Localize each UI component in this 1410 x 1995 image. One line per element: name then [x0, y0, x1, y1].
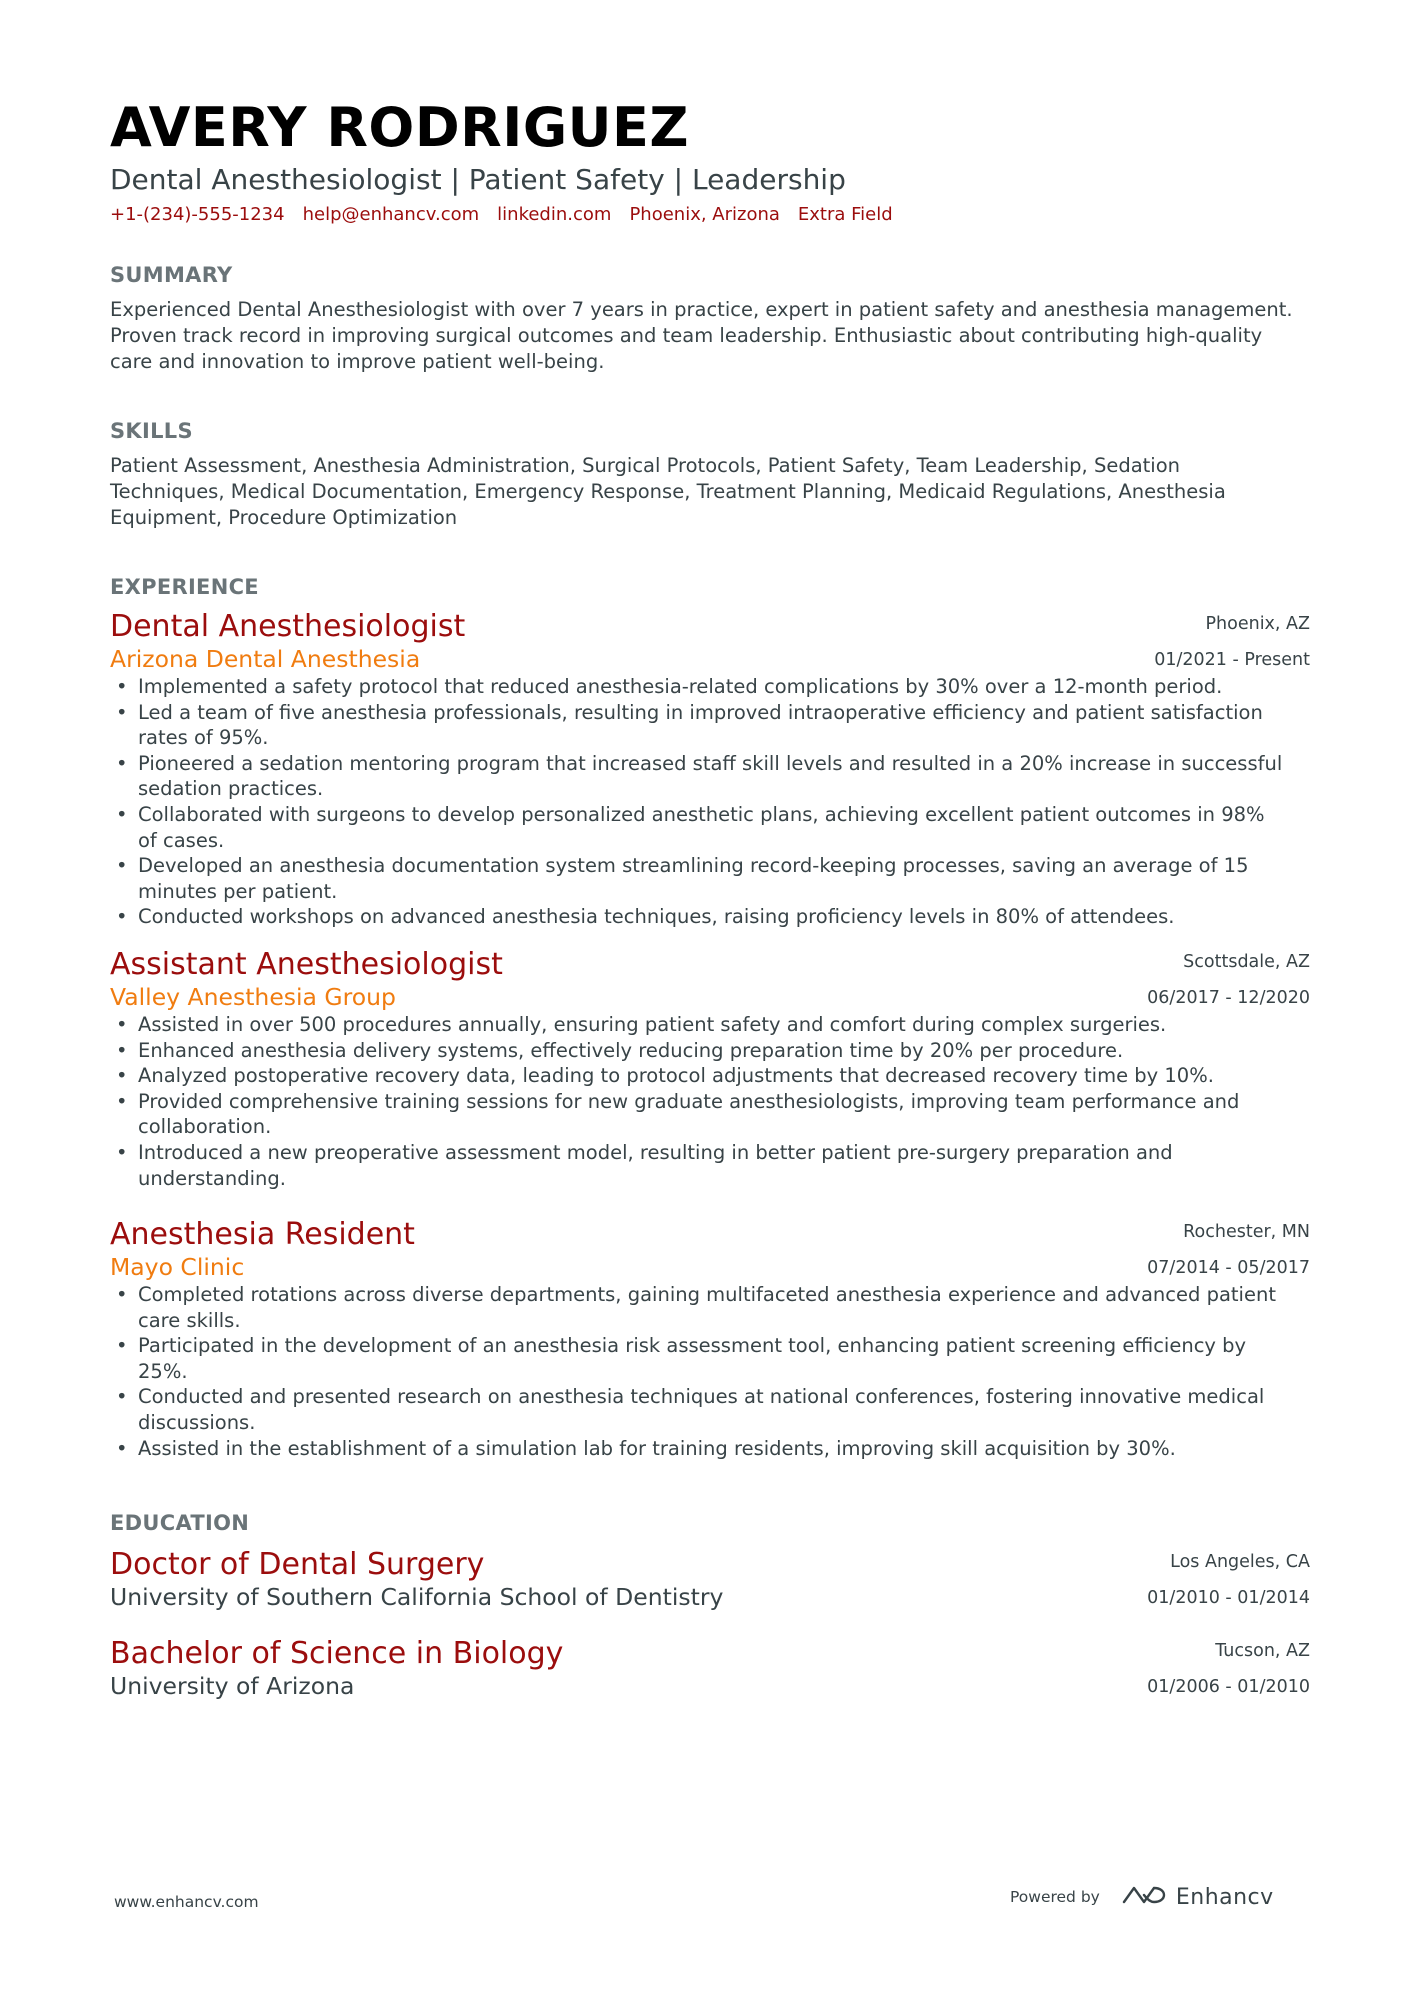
bullet-item: [110, 904, 1310, 930]
bullet-line: care skills.: [138, 1308, 241, 1332]
summary-heading: SUMMARY: [110, 263, 233, 287]
bullet-item: [110, 700, 1310, 751]
bullet-line: • Led a team of five anesthesia professionals, resulting in improved intraoperative efficiency and patient satisfaction: [138, 700, 1263, 724]
skills-line: Techniques, Medical Documentation, Emergency Response, Treatment Planning, Medicaid Regulations, Anesthesia: [110, 480, 1226, 503]
bullet-line: minutes per patient.: [138, 879, 338, 903]
bullet-line: • Participated in the development of an anesthesia risk assessment tool, enhancing patient screening efficiency by: [138, 1334, 1247, 1358]
skills-line: Patient Assessment, Anesthesia Administration, Surgical Protocols, Patient Safety, Team Leadership, Sedation: [110, 454, 1180, 477]
bullet-item: [110, 802, 1310, 853]
job-location: Rochester, MN: [1183, 1222, 1310, 1242]
bullet-line: • Developed an anesthesia documentation system streamlining record-keeping processes, saving an average of 15: [138, 854, 1249, 878]
job-bullets: [110, 1282, 1310, 1461]
bullet-item: [110, 1063, 1310, 1089]
summary-line: care and innovation to improve patient well-being.: [110, 350, 605, 373]
bullet-item: [110, 1436, 1310, 1462]
bullet-line: • Analyzed postoperative recovery data, leading to protocol adjustments that decreased recovery time by 10%.: [138, 1064, 1214, 1088]
experience-entry-header: [110, 1216, 1310, 1282]
experience-entry: [110, 608, 1310, 930]
headline: Dental Anesthesiologist | Patient Safety | Leadership: [110, 163, 846, 196]
school-name: University of Arizona: [110, 1672, 355, 1700]
brand-name: Enhancv: [1175, 1884, 1274, 1910]
bullet-line: • Collaborated with surgeons to develop personalized anesthetic plans, achieving excellent patient outcomes in 98%: [138, 802, 1265, 826]
bullet-line: sedation practices.: [138, 777, 324, 801]
education-entry-header: [110, 1635, 1310, 1701]
bullet-line: • Provided comprehensive training sessions for new graduate anesthesiologists, improving team performance and: [138, 1089, 1240, 1113]
experience-entry-header: [110, 608, 1310, 674]
job-dates: 07/2014 - 05/2017: [1147, 1258, 1310, 1278]
job-bullets: [110, 674, 1310, 930]
resume-header: [110, 96, 1310, 228]
education-location: Los Angeles, CA: [1170, 1552, 1310, 1572]
bullet-item: [110, 674, 1310, 700]
experience-entry-header: [110, 946, 1310, 1012]
job-dates: 01/2021 - Present: [1154, 650, 1310, 670]
contact-linkedin[interactable]: linkedin.com: [497, 204, 612, 225]
powered-by-label: Powered by: [1010, 1888, 1100, 1906]
bullet-item: [110, 1140, 1310, 1191]
skills-text: [110, 453, 1310, 531]
bullet-line: • Assisted in the establishment of a simulation lab for training residents, improving skill acquisition by 30%.: [138, 1436, 1176, 1460]
education-dates: 01/2010 - 01/2014: [1147, 1588, 1310, 1608]
summary-line: Proven track record in improving surgical outcomes and team leadership. Enthusiastic about contributing high-quality: [110, 324, 1263, 347]
job-location: Phoenix, AZ: [1205, 614, 1310, 634]
education-dates: 01/2006 - 01/2010: [1147, 1677, 1310, 1697]
bullet-item: [110, 1012, 1310, 1038]
bullet-line: • Conducted and presented research on anesthesia techniques at national conferences, fostering innovative medical: [138, 1385, 1265, 1409]
experience-entry: [110, 946, 1310, 1191]
resume-content: [110, 96, 1310, 1700]
brand-logo[interactable]: [1120, 1882, 1274, 1912]
job-title: Dental Anesthesiologist: [110, 609, 466, 644]
bullet-line: rates of 95%.: [138, 726, 269, 750]
bullet-line: • Introduced a new preoperative assessment model, resulting in better patient pre-surgery preparation and: [138, 1140, 1173, 1164]
bullet-line: collaboration.: [138, 1115, 272, 1139]
degree-title: Doctor of Dental Surgery: [110, 1547, 485, 1582]
education-entry: [110, 1635, 1310, 1701]
footer-website[interactable]: www.enhancv.com: [114, 1893, 259, 1911]
bullet-item: [110, 853, 1310, 904]
bullet-line: understanding.: [138, 1166, 286, 1190]
summary-line: Experienced Dental Anesthesiologist with over 7 years in practice, expert in patient safety and anesthesia management.: [110, 298, 1293, 321]
bullet-line: • Completed rotations across diverse departments, gaining multifaceted anesthesia experience and advanced patient: [138, 1283, 1276, 1306]
contact-phone[interactable]: +1-(234)-555-1234: [110, 204, 285, 225]
company-name: Valley Anesthesia Group: [110, 983, 396, 1011]
skills-line: Equipment, Procedure Optimization: [110, 506, 458, 529]
bullet-line: of cases.: [138, 828, 225, 852]
bullet-item: [110, 1089, 1310, 1140]
bullet-line: • Enhanced anesthesia delivery systems, effectively reducing preparation time by 20% per procedure.: [138, 1038, 1124, 1062]
job-title: Anesthesia Resident: [110, 1217, 415, 1252]
school-name: University of Southern California School of Dentistry: [110, 1583, 724, 1611]
bullet-item: [110, 1038, 1310, 1064]
footer-branding: [1010, 1882, 1274, 1912]
bullet-item: [110, 1333, 1310, 1384]
experience-entry: [110, 1216, 1310, 1461]
bullet-item: [110, 1282, 1310, 1333]
bullet-line: 25%.: [138, 1359, 188, 1383]
contact-location: Phoenix, Arizona: [629, 204, 780, 225]
bullet-line: • Conducted workshops on advanced anesthesia techniques, raising proficiency levels in 80% of attendees.: [138, 905, 1175, 929]
degree-title: Bachelor of Science in Biology: [110, 1636, 564, 1671]
bullet-line: discussions.: [138, 1410, 256, 1434]
skills-heading: SKILLS: [110, 419, 193, 443]
job-location: Scottsdale, AZ: [1183, 952, 1310, 972]
job-dates: 06/2017 - 12/2020: [1147, 988, 1310, 1008]
company-name: Arizona Dental Anesthesia: [110, 645, 421, 673]
education-entry: [110, 1546, 1310, 1612]
bullet-line: • Assisted in over 500 procedures annually, ensuring patient safety and comfort during complex surgeries.: [138, 1013, 1167, 1036]
education-entry-header: [110, 1546, 1310, 1612]
bullet-line: • Pioneered a sedation mentoring program that increased staff skill levels and resulted in a 20% increase in successful: [138, 751, 1283, 775]
bullet-item: [110, 1384, 1310, 1435]
experience-heading: EXPERIENCE: [110, 575, 259, 599]
education-heading: EDUCATION: [110, 1511, 250, 1535]
bullet-item: [110, 751, 1310, 802]
enhancv-logo-icon: [1120, 1882, 1168, 1912]
job-bullets: [110, 1012, 1310, 1191]
contact-email[interactable]: help@enhancv.com: [302, 204, 480, 225]
contact-info: [110, 202, 1310, 228]
bullet-line: • Implemented a safety protocol that reduced anesthesia-related complications by 30% over a 12-month period.: [138, 675, 1223, 698]
company-name: Mayo Clinic: [110, 1253, 245, 1281]
summary-text: [110, 297, 1310, 375]
contact-extra-field: Extra Field: [797, 204, 893, 225]
candidate-name: AVERY RODRIGUEZ: [110, 96, 690, 159]
job-title: Assistant Anesthesiologist: [110, 947, 503, 982]
education-location: Tucson, AZ: [1215, 1641, 1310, 1661]
